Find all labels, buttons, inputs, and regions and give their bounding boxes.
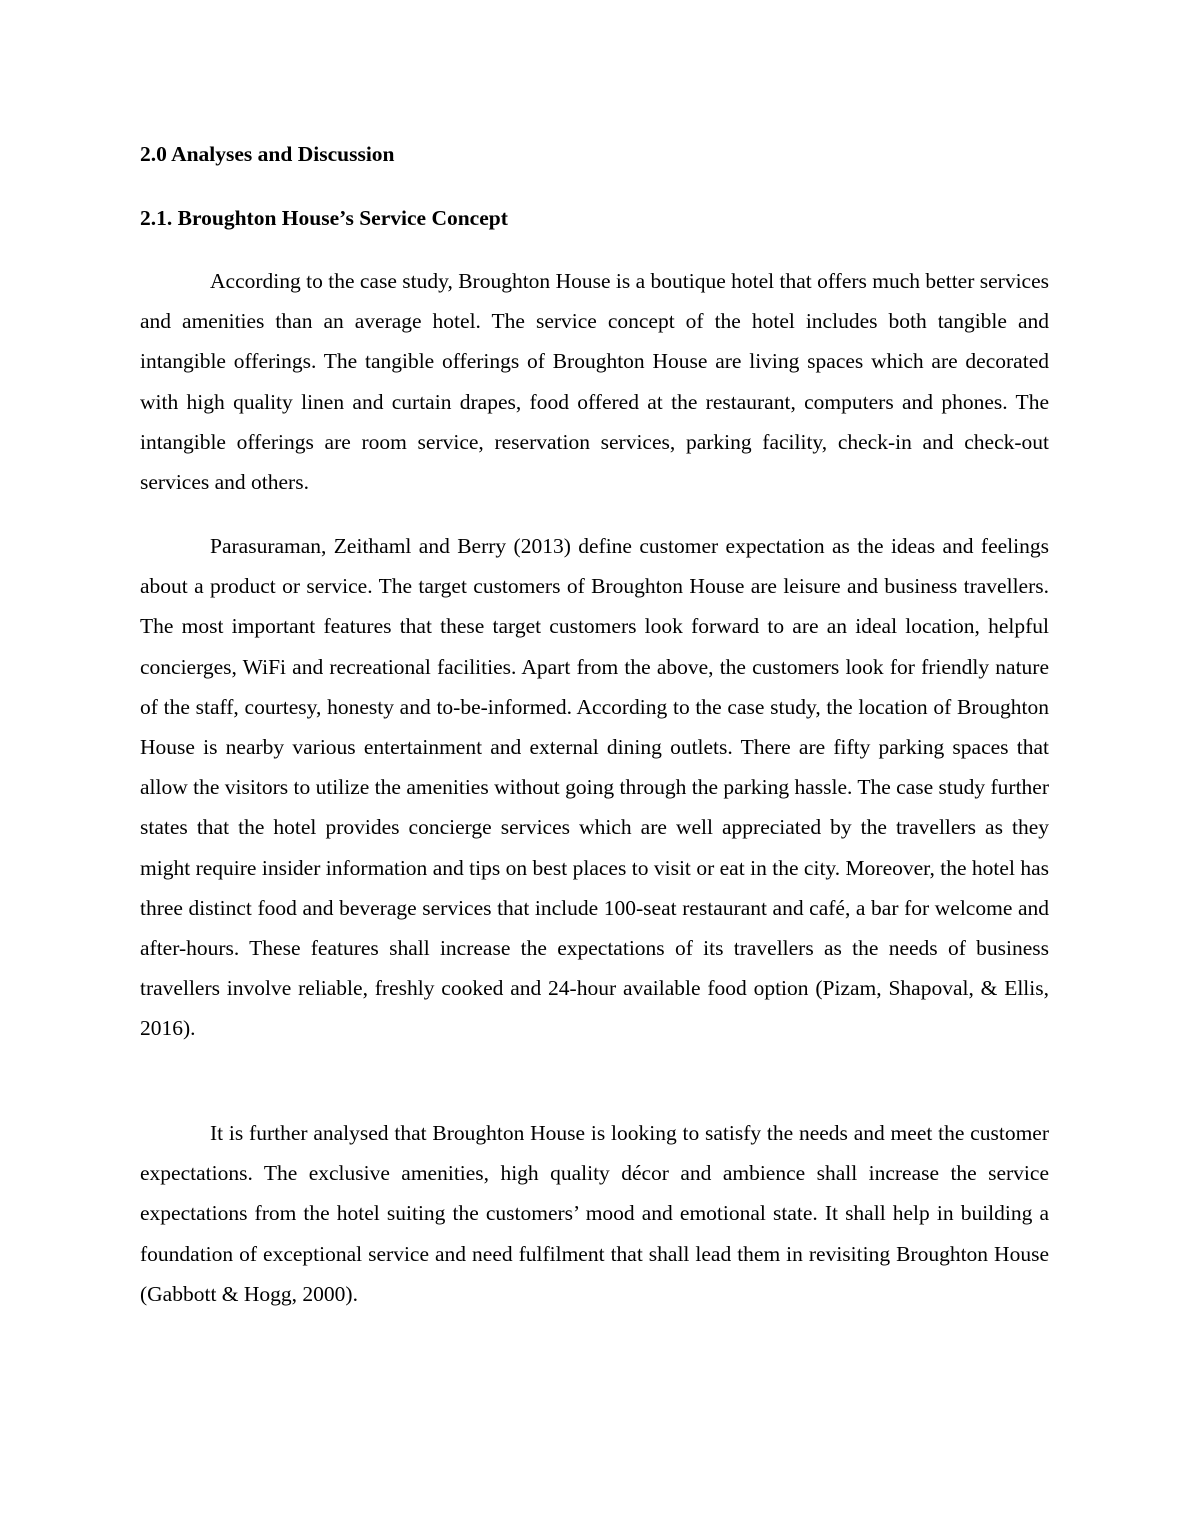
section-heading: 2.0 Analyses and Discussion [140,142,395,166]
paragraph-service-concept: According to the case study, Broughton House is a boutique hotel that offers much better services and amenities than an average hotel. The service concept of the hotel includes both tangible and intangible offerings. The tangible offerings of Broughton House are living spaces which are decorated with high quality linen and curtain drapes, food offered at the restaurant, computers and phones. The intangible offerings are room service, reservation services, parking facility, check-in and check-out services and others. [140,269,1049,495]
subsection-heading: 2.1. Broughton House’s Service Concept [140,206,508,230]
paragraph-customer-expectation: Parasuraman, Zeithaml and Berry (2013) define customer expectation as the ideas and feelings about a product or service. The target customers of Broughton House are leisure and business travellers. The most important features that these target customers look forward to are an ideal location, helpful concierges, WiFi and recreational facilities. Apart from the above, the customers look for friendly nature of the staff, courtesy, honesty and to-be-informed. According to the case study, the location of Broughton House is nearby various entertainment and external dining outlets. There are fifty parking spaces that allow the visitors to utilize the amenities without going through the parking hassle. The case study further states that the hotel provides concierge services which are well appreciated by the travellers as they might require insider information and tips on best places to visit or eat in the city. Moreover, the hotel has three distinct food and beverage services that include 100-seat restaurant and café, a bar for welcome and after-hours. These features shall increase the expectations of its travellers as the needs of business travellers involve reliable, freshly cooked and 24-hour available food option (Pizam, Shapoval, & Ellis, 2016). [140,534,1049,1041]
paragraph-analysis: It is further analysed that Broughton House is looking to satisfy the needs and meet the customer expectations. The exclusive amenities, high quality décor and ambience shall increase the service expectations from the hotel suiting the customers’ mood and emotional state. It shall help in building a foundation of exceptional service and need fulfilment that shall lead them in revisiting Broughton House (Gabbott & Hogg, 2000). [140,1121,1049,1306]
